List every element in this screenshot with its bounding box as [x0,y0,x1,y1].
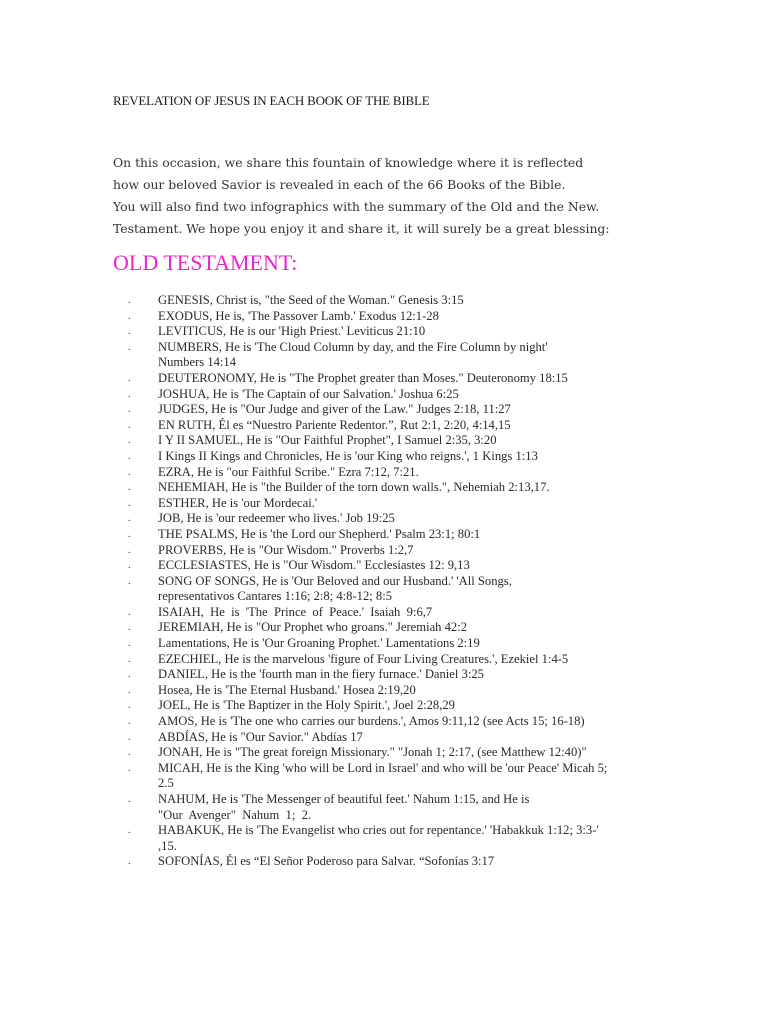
intro-paragraph [113,152,673,240]
list-item [128,636,648,652]
list-item [128,387,648,403]
intro-line: Testament. We hope you enjoy it and share it, it will surely be a great blessing: [113,221,610,236]
bullet-marker: . [128,684,131,696]
list-item-text: HABAKUK, He is 'The Evangelist who cries out for repentance.' 'Habakkuk 1:12; 3:3-' ,15. [158,823,599,853]
bullet-marker: . [128,856,131,868]
bullet-marker: . [128,372,131,384]
list-item [128,605,648,621]
list-item [128,496,648,512]
bullet-marker: . [128,435,131,447]
list-item [128,480,648,496]
list-item-text: PROVERBS, He is "Our Wisdom." Proverbs 1:2,7 [158,542,414,557]
list-item [128,527,648,543]
bullet-marker: . [128,310,131,322]
list-item-text: Lamentations, He is 'Our Groaning Prophet.' Lamentations 2:19 [158,636,480,651]
bullet-marker: . [128,575,131,587]
list-item-text: THE PSALMS, He is 'the Lord our Shepherd.' Psalm 23:1; 80:1 [158,526,481,541]
bullet-marker: . [128,653,131,665]
bullet-marker: . [128,450,131,462]
list-item [128,620,648,636]
document-title: REVELATION OF JESUS IN EACH BOOK OF THE BIBLE [113,93,430,108]
list-item [128,418,648,434]
list-item-text: DEUTERONOMY, He is "The Prophet greater than Moses." Deuteronomy 18:15 [158,370,568,385]
section-heading: OLD TESTAMENT: [113,250,298,275]
list-item-text: EZECHIEL, He is the marvelous 'figure of Four Living Creatures.', Ezekiel 1:4-5 [158,651,569,666]
list-item [128,667,648,683]
bullet-marker: . [128,326,131,338]
list-item [128,854,648,870]
list-item [128,543,648,559]
bullet-marker: . [128,825,131,837]
list-item-text: EZRA, He is "our Faithful Scribe." Ezra 7:12, 7:21. [158,464,419,479]
bullet-marker: . [128,513,131,525]
list-item-text: LEVITICUS, He is our 'High Priest.' Leviticus 21:10 [158,324,426,339]
list-item [128,698,648,714]
intro-line: how our beloved Savior is revealed in each of the 66 Books of the Bible. [113,177,566,192]
list-item-text: SOFONÍAS, Él es “El Señor Poderoso para Salvar. “Sofonías 3:17 [158,854,495,869]
bullet-marker: . [128,295,131,306]
bullet-marker: . [128,747,131,759]
list-item [128,652,648,668]
list-item-text: NEHEMIAH, He is "the Builder of the torn down walls.", Nehemiah 2:13,17. [158,480,550,495]
bullet-marker: . [128,669,131,681]
list-item-text: ISAIAH, He is 'The Prince of Peace.' Isaiah 9:6,7 [158,604,433,619]
list-item-text: EN RUTH, Él es “Nuestro Pariente Redentor.”, Rut 2:1, 2:20, 4:14,15 [158,417,511,432]
list-item-text: GENESIS, Christ is, "the Seed of the Woman." Genesis 3:15 [158,293,464,307]
bullet-marker: . [128,528,131,540]
list-item [128,683,648,699]
bullet-marker: . [128,466,131,478]
list-item [128,449,648,465]
list-item [128,293,648,309]
bullet-marker: . [128,700,131,712]
bullet-marker: . [128,762,131,774]
list-item-text: NUMBERS, He is 'The Cloud Column by day, and the Fire Column by night' Numbers 14:14 [158,339,548,370]
list-item-text: I Kings II Kings and Chronicles, He is 'our King who reigns.', 1 Kings 1:13 [158,448,538,463]
list-item-text: ECCLESIASTES, He is "Our Wisdom." Ecclesiastes 12: 9,13 [158,558,470,573]
list-item-text: AMOS, He is 'The one who carries our burdens.', Amos 9:11,12 (see Acts 15; 16-18) [158,714,585,729]
list-item [128,402,648,418]
bullet-marker: . [128,606,131,618]
list-item-text: ABDÍAS, He is "Our Savior." Abdías 17 [158,729,363,744]
list-item-text: JOSHUA, He is 'The Captain of our Salvation.' Joshua 6:25 [158,386,459,401]
list-item-text: JOEL, He is 'The Baptizer in the Holy Spirit.', Joel 2:28,29 [158,698,455,713]
list-item [128,340,648,371]
list-item-text: NAHUM, He is 'The Messenger of beautiful feet.' Nahum 1:15, and He is "Our Avenger" Nahum 1; 2. [158,792,530,822]
bullet-marker: . [128,622,131,634]
list-item-text: EXODUS, He is, 'The Passover Lamb.' Exodus 12:1-28 [158,308,439,323]
list-item [128,823,648,854]
list-item [128,433,648,449]
list-item [128,371,648,387]
bullet-marker: . [128,341,131,353]
list-item-text: SONG OF SONGS, He is 'Our Beloved and our Husband.' 'All Songs, representativos Cantares 1:16; 2:8; 4:8-12; 8:5 [158,573,512,604]
list-item [128,761,648,792]
bullet-marker: . [128,388,131,400]
bullet-marker: . [128,716,131,728]
list-item [128,465,648,481]
list-item [128,511,648,527]
bullet-marker: . [128,731,131,743]
list-item [128,574,648,605]
list-item [128,714,648,730]
bullet-marker: . [128,482,131,494]
list-item [128,324,648,340]
list-item-text: JOB, He is 'our redeemer who lives.' Job 19:25 [158,511,395,526]
list-item-text: JEREMIAH, He is "Our Prophet who groans." Jeremiah 42:2 [158,620,467,635]
bullet-marker: . [128,638,131,650]
list-item-text: Hosea, He is 'The Eternal Husband.' Hosea 2:19,20 [158,682,416,697]
list-item [128,745,648,761]
list-item-text: I Y II SAMUEL, He is "Our Faithful Prophet", I Samuel 2:35, 3:20 [158,433,497,448]
list-item-text: DANIEL, He is the 'fourth man in the fiery furnace.' Daniel 3:25 [158,667,484,682]
list-item-text: JONAH, He is "The great foreign Missionary." "Jonah 1; 2:17, (see Matthew 12:40)" [158,745,587,760]
bullet-marker: . [128,794,131,805]
bullet-marker: . [128,560,131,572]
list-item-text: JUDGES, He is "Our Judge and giver of the Law." Judges 2:18, 11:27 [158,402,511,417]
list-item [128,558,648,574]
intro-line: You will also find two infographics with the summary of the Old and the New. [113,199,600,214]
list-item [128,309,648,325]
list-item-text: MICAH, He is the King 'who will be Lord in Israel' and who will be 'our Peace' Micah 5; 2.5 [158,760,608,791]
bullet-marker: . [128,497,131,509]
bullet-marker: . [128,419,131,431]
list-item [128,792,648,823]
list-item-text: ESTHER, He is 'our Mordecai.' [158,495,318,510]
bullet-marker: . [128,544,131,556]
bullet-marker: . [128,404,131,416]
intro-line: On this occasion, we share this fountain of knowledge where it is reflected [113,155,584,170]
book-list [128,293,648,870]
list-item [128,730,648,746]
